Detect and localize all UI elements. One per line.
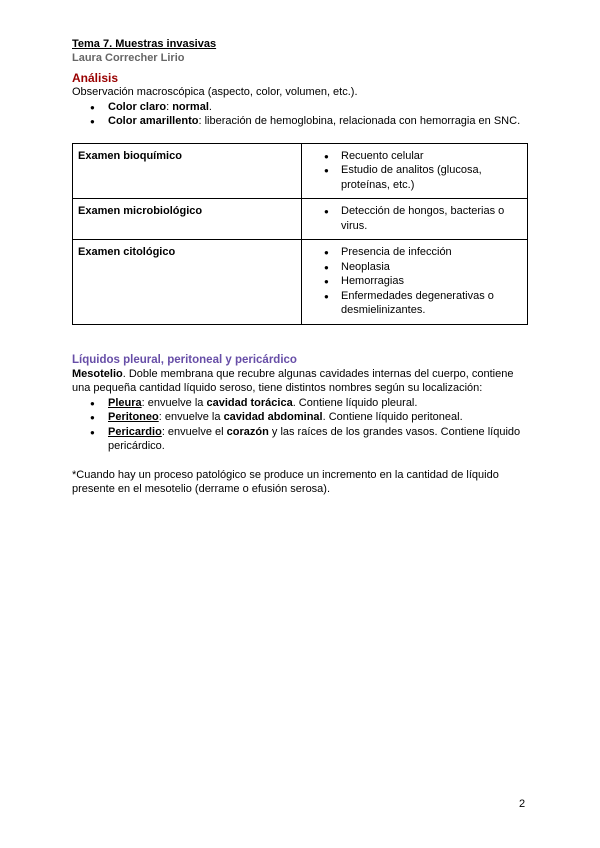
table-row xyxy=(73,143,528,199)
list-item: ● Color amarillento: liberación de hemoglobina, relacionada con hemorragia en SNC. xyxy=(108,114,528,129)
list-item: ● Peritoneo: envuelve la cavidad abdominal. Contiene líquido peritoneal. xyxy=(108,410,528,425)
table-row xyxy=(73,240,528,325)
list-item: ● Recuento celular xyxy=(341,149,522,164)
list-item: ● Neoplasia xyxy=(341,260,522,275)
analisis-intro: Observación macroscópica (aspecto, color, volumen, etc.). xyxy=(72,86,358,98)
liquidos-section xyxy=(72,353,528,497)
document-page xyxy=(72,38,528,497)
analisis-heading: Análisis xyxy=(72,71,119,85)
list-item: ● Color claro: normal. xyxy=(108,100,528,115)
note-paragraph: *Cuando hay un proceso patológico se produce un incremento en la cantidad de líquido presente en el mesotelio (derrame o efusión serosa). xyxy=(72,468,499,495)
exam-name-cell: Examen citológico xyxy=(73,240,302,325)
list-item: ● Pericardio: envuelve el corazón y las raíces de los grandes vasos. Contiene líquido pericárdico. xyxy=(108,425,528,454)
list-item: ● Detección de hongos, bacterias o virus. xyxy=(341,204,522,233)
list-item: ● Hemorragias xyxy=(341,274,522,289)
document-title: Tema 7. Muestras invasivas xyxy=(72,38,217,50)
list-item: ● Pleura: envuelve la cavidad torácica. Contiene líquido pleural. xyxy=(108,396,528,411)
list-item: ● Presencia de infección xyxy=(341,245,522,260)
list-item: ● Enfermedades degenerativas o desmielinizantes. xyxy=(341,289,522,318)
mesotelio-list xyxy=(72,396,528,454)
exam-items-cell xyxy=(302,240,528,325)
liquidos-heading: Líquidos pleural, peritoneal y pericárdico xyxy=(72,353,297,366)
page-number: 2 xyxy=(519,798,526,810)
list-item: ● Estudio de analitos (glucosa, proteínas, etc.) xyxy=(341,163,522,192)
exams-table xyxy=(72,143,528,325)
exam-items-cell xyxy=(302,143,528,199)
document-author: Laura Correcher Lirio xyxy=(72,52,185,64)
analisis-list xyxy=(72,100,528,129)
table-row xyxy=(73,199,528,240)
exam-items-cell xyxy=(302,199,528,240)
exam-name-cell: Examen microbiológico xyxy=(73,199,302,240)
exam-name-cell: Examen bioquímico xyxy=(73,143,302,199)
mesotelio-paragraph: Mesotelio. Doble membrana que recubre algunas cavidades internas del cuerpo, contiene una pequeña cantidad líquido seroso, tiene distintos nombres según su localización: xyxy=(72,367,514,394)
